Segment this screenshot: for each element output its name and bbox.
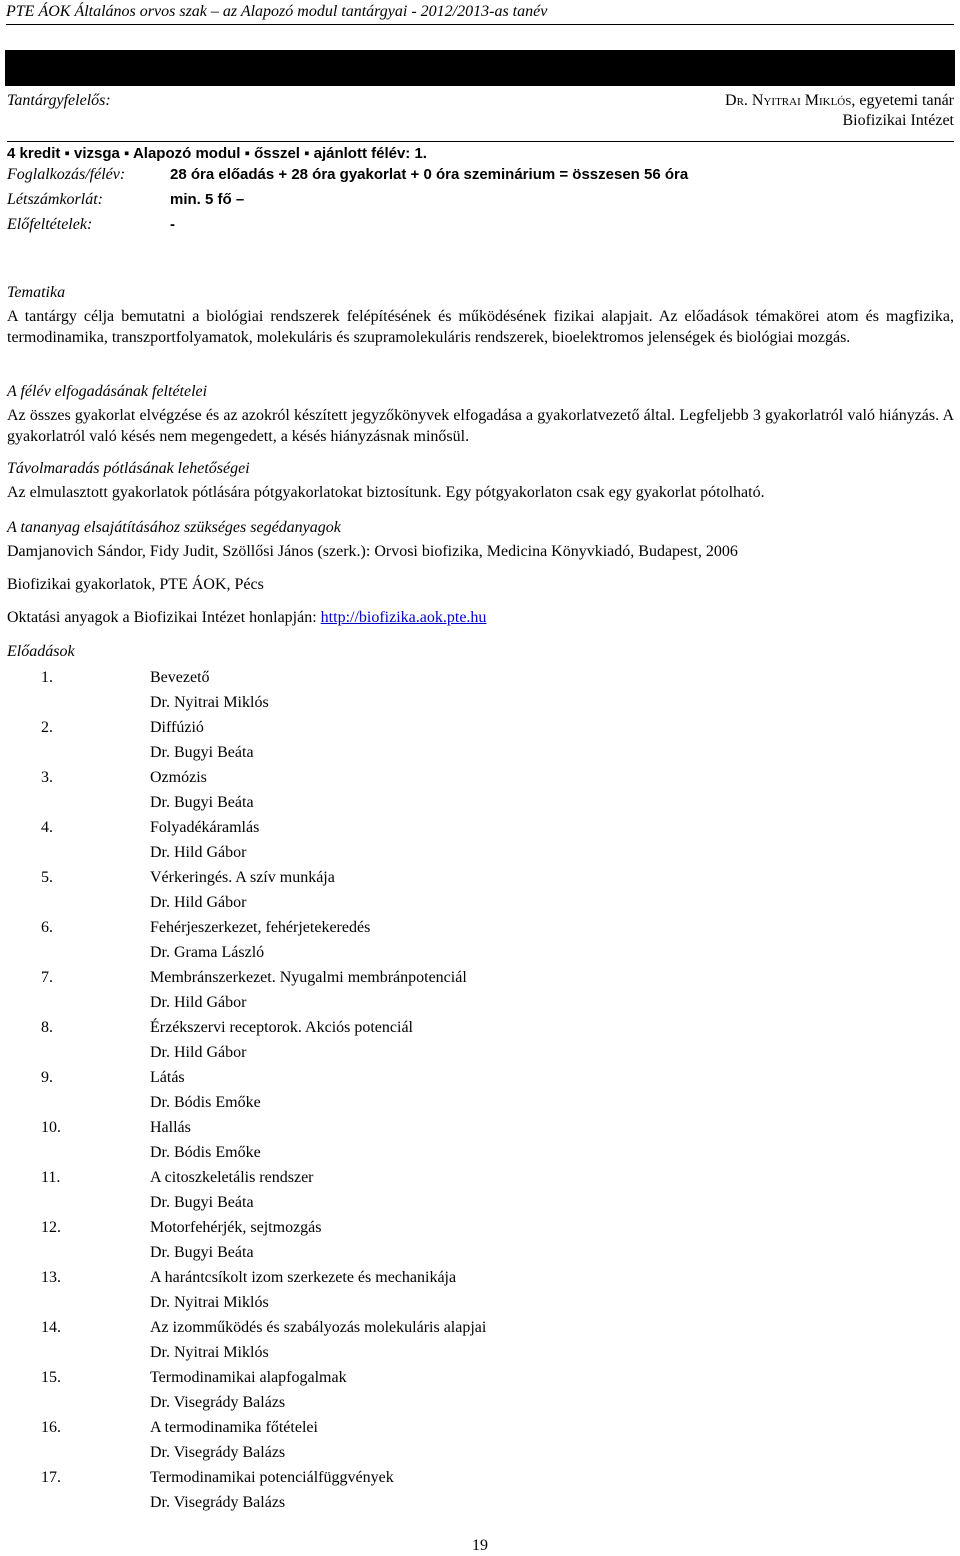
lecture-lecturer: Dr. Grama László xyxy=(150,944,265,961)
lecture-item xyxy=(7,1265,947,1315)
lecture-title: Fehérjeszerkezet, fehérjetekeredés xyxy=(150,919,371,936)
hours-label: Foglalkozás/félév: xyxy=(7,166,126,183)
title-bar xyxy=(5,50,955,86)
lecture-number: 4. xyxy=(41,819,53,836)
lectures-title xyxy=(7,641,954,662)
material-item: Biofizikai gyakorlatok, PTE ÁOK, Pécs xyxy=(7,576,264,593)
lecture-lecturer: Dr. Nyitrai Miklós xyxy=(150,1294,269,1311)
lecture-item xyxy=(7,715,947,765)
lecture-lecturer: Dr. Bugyi Beáta xyxy=(150,744,254,761)
lecture-number: 5. xyxy=(41,869,53,886)
lecture-item xyxy=(7,665,947,715)
lecture-lecturer: Dr. Bódis Emőke xyxy=(150,1094,261,1111)
lecture-title: Folyadékáramlás xyxy=(150,819,260,836)
makeup-title: Távolmaradás pótlásának lehetőségei xyxy=(7,460,250,477)
lecture-item xyxy=(7,1115,947,1165)
material-item: Damjanovich Sándor, Fidy Judit, Szöllősi János (szerk.): Orvosi biofizika, Medicina Könyvkiadó, Budapest, 2006 xyxy=(7,543,738,560)
lecture-title: Motorfehérjék, sejtmozgás xyxy=(150,1219,322,1236)
capacity-label: Létszámkorlát: xyxy=(7,191,103,208)
lecture-title: Bevezető xyxy=(150,669,210,686)
lecture-list xyxy=(7,665,947,1515)
responsible-person xyxy=(725,91,954,111)
lecture-number: 9. xyxy=(41,1069,53,1086)
page-number: 19 xyxy=(472,1537,488,1554)
lecture-title: Hallás xyxy=(150,1119,191,1136)
lecture-item xyxy=(7,1215,947,1265)
lecture-lecturer: Dr. Bugyi Beáta xyxy=(150,794,254,811)
material-prefix: Oktatási anyagok a Biofizikai Intézet honlapján: xyxy=(7,609,321,626)
lecture-lecturer: Dr. Visegrády Balázs xyxy=(150,1444,286,1461)
lecture-title: Ozmózis xyxy=(150,769,207,786)
lecture-number: 7. xyxy=(41,969,53,986)
material-item xyxy=(7,607,954,628)
lecture-number: 6. xyxy=(41,919,53,936)
lecture-title: Az izomműködés és szabályozás molekuláris alapjai xyxy=(150,1319,487,1336)
lecture-title: Érzékszervi receptorok. Akciós potenciál xyxy=(150,1019,413,1036)
lecture-lecturer: Dr. Bugyi Beáta xyxy=(150,1194,254,1211)
capacity-value: min. 5 fő – xyxy=(170,191,245,208)
prerequisites-label: Előfeltételek: xyxy=(7,216,93,233)
hours-value: 28 óra előadás + 28 óra gyakorlat + 0 óra szeminárium = összesen 56 óra xyxy=(170,166,689,183)
lecture-item xyxy=(7,1465,947,1515)
lecture-number: 1. xyxy=(41,669,53,686)
course-code: OOABI1 xyxy=(7,64,84,86)
lecture-number: 10. xyxy=(41,1119,61,1136)
lecture-number: 17. xyxy=(41,1469,61,1486)
lecture-title: Vérkeringés. A szív munkája xyxy=(150,869,335,886)
lecture-item xyxy=(7,765,947,815)
lecture-item xyxy=(7,965,947,1015)
lecture-number: 14. xyxy=(41,1319,61,1336)
lecture-title: A harántcsíkolt izom szerkezete és mechanikája xyxy=(150,1269,457,1286)
lecture-title: A citoszkeletális rendszer xyxy=(150,1169,314,1186)
lecture-item xyxy=(7,1315,947,1365)
lecture-number: 3. xyxy=(41,769,53,786)
lecture-lecturer: Dr. Bugyi Beáta xyxy=(150,1244,254,1261)
lecture-lecturer: Dr. Visegrády Balázs xyxy=(150,1394,286,1411)
lecture-item xyxy=(7,865,947,915)
running-header: PTE ÁOK Általános orvos szak – az Alapozó modul tantárgyai - 2012/2013-as tanév xyxy=(6,2,954,25)
section-makeup xyxy=(7,458,954,503)
lecture-lecturer: Dr. Hild Gábor xyxy=(150,894,247,911)
lectures-title-text: Előadások xyxy=(7,643,75,660)
lecture-item xyxy=(7,1065,947,1115)
makeup-text: Az elmulasztott gyakorlatok pótlására pótgyakorlatokat biztosítunk. Egy pótgyakorlaton csak egy gyakorlat pótolható. xyxy=(7,484,765,501)
lecture-item xyxy=(7,815,947,865)
lecture-lecturer: Dr. Hild Gábor xyxy=(150,994,247,1011)
lecture-number: 2. xyxy=(41,719,53,736)
course-title: Biofizika 1. xyxy=(152,64,249,86)
lecture-item xyxy=(7,915,947,965)
responsible-institute: Biofizikai Intézet xyxy=(842,112,954,129)
tematika-text: A tantárgy célja bemutatni a biológiai rendszerek felépítésének és működésének fizikai alapjait. Az előadások témakörei atom és magfizika, termodinamika, transzportfolyamatok, molekuláris és szupramolekuláris rendszerek, bioelektromos jelenségek és biológiai mozgás. xyxy=(7,308,954,346)
course-info-line: 4 kredit ▪ vizsga ▪ Alapozó modul ▪ ősszel ▪ ajánlott félév: 1. xyxy=(7,141,954,164)
lecture-number: 8. xyxy=(41,1019,53,1036)
lecture-title: A termodinamika főtételei xyxy=(150,1419,318,1436)
lecture-title: Diffúzió xyxy=(150,719,204,736)
lecture-item xyxy=(7,1015,947,1065)
lecture-number: 11. xyxy=(41,1169,61,1186)
section-acceptance xyxy=(7,381,954,447)
responsible-name: Dr. Nyitrai Miklós xyxy=(725,92,852,109)
lecture-title: Termodinamikai alapfogalmak xyxy=(150,1369,347,1386)
lecture-title: Látás xyxy=(150,1069,185,1086)
lecture-number: 13. xyxy=(41,1269,61,1286)
responsible-role: , egyetemi tanár xyxy=(851,92,954,109)
lecture-lecturer: Dr. Nyitrai Miklós xyxy=(150,694,269,711)
lecture-lecturer: Dr. Visegrády Balázs xyxy=(150,1494,286,1511)
lecture-item xyxy=(7,1165,947,1215)
institute-website-link[interactable]: http://biofizika.aok.pte.hu xyxy=(320,609,487,626)
lecture-lecturer: Dr. Bódis Emőke xyxy=(150,1144,261,1161)
materials-title: A tananyag elsajátításához szükséges segédanyagok xyxy=(7,519,341,536)
prerequisites-value: - xyxy=(170,216,175,233)
lecture-number: 12. xyxy=(41,1219,61,1236)
lecture-lecturer: Dr. Hild Gábor xyxy=(150,844,247,861)
lecture-lecturer: Dr. Hild Gábor xyxy=(150,1044,247,1061)
section-materials xyxy=(7,517,954,628)
lecture-title: Membránszerkezet. Nyugalmi membránpotenciál xyxy=(150,969,467,986)
lecture-item xyxy=(7,1415,947,1465)
lecture-item xyxy=(7,1365,947,1415)
lecture-number: 16. xyxy=(41,1419,61,1436)
tematika-title: Tematika xyxy=(7,284,66,301)
acceptance-title: A félév elfogadásának feltételei xyxy=(7,383,208,400)
lecture-lecturer: Dr. Nyitrai Miklós xyxy=(150,1344,269,1361)
section-tematika xyxy=(7,282,954,348)
lecture-title: Termodinamikai potenciálfüggvények xyxy=(150,1469,394,1486)
responsible-label: Tantárgyfelelős: xyxy=(7,92,111,109)
acceptance-text: Az összes gyakorlat elvégzése és az azokról készített jegyzőkönyvek elfogadása a gyakorlatvezető által. Legfeljebb 3 gyakorlatról való hiányzás. A gyakorlatról való késés nem megengedett, a késés hiányzásnak minősül. xyxy=(7,407,954,445)
lecture-number: 15. xyxy=(41,1369,61,1386)
